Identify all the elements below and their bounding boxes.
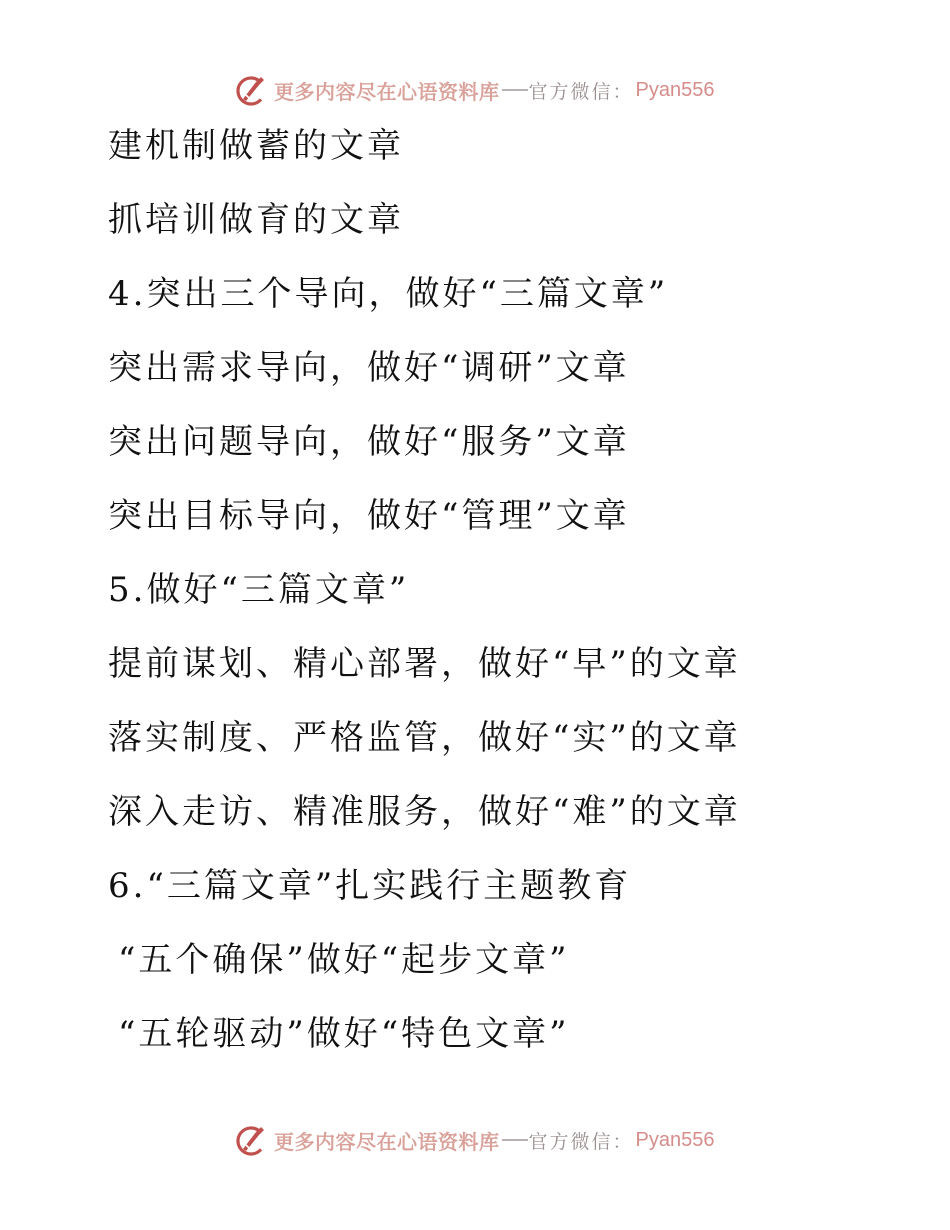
section-heading: 5.做好“三篇文章” [108,570,410,610]
watermark-label: 官方微信： [528,1130,634,1153]
watermark-account: Pyan556 [635,1128,715,1151]
watermark-label: 官方微信： [528,80,634,103]
pen-logo-icon [234,1122,270,1158]
watermark-account: Pyan556 [635,78,715,101]
watermark-text: 更多内容尽在心语资料库 [274,79,500,104]
watermark-text: 更多内容尽在心语资料库 [274,1129,500,1154]
section-heading: 6.“三篇文章”扎实践行主题教育 [108,866,632,906]
text-line: 深入走访、精准服务，做好“难”的文章 [108,792,741,832]
text-line: “五轮驱动”做好“特色文章” [118,1014,570,1054]
text-line: 突出目标导向，做好“管理”文章 [108,496,630,536]
pen-logo-icon [234,72,270,108]
text-line: 提前谋划、精心部署，做好“早”的文章 [108,644,741,684]
section-heading: 4.突出三个导向，做好“三篇文章” [108,274,669,314]
document-body [108,109,888,1071]
watermark-separator [502,89,528,91]
watermark-separator [502,1139,528,1141]
text-line: 突出需求导向，做好“调研”文章 [108,348,630,388]
text-line: 落实制度、严格监管，做好“实”的文章 [108,718,741,758]
text-line: 抓培训做育的文章 [108,200,404,240]
text-line: 突出问题导向，做好“服务”文章 [108,422,630,462]
text-line: “五个确保”做好“起步文章” [118,940,570,980]
footer-watermark [234,1120,714,1160]
text-line: 建机制做蓄的文章 [108,126,404,166]
header-watermark [234,70,714,110]
